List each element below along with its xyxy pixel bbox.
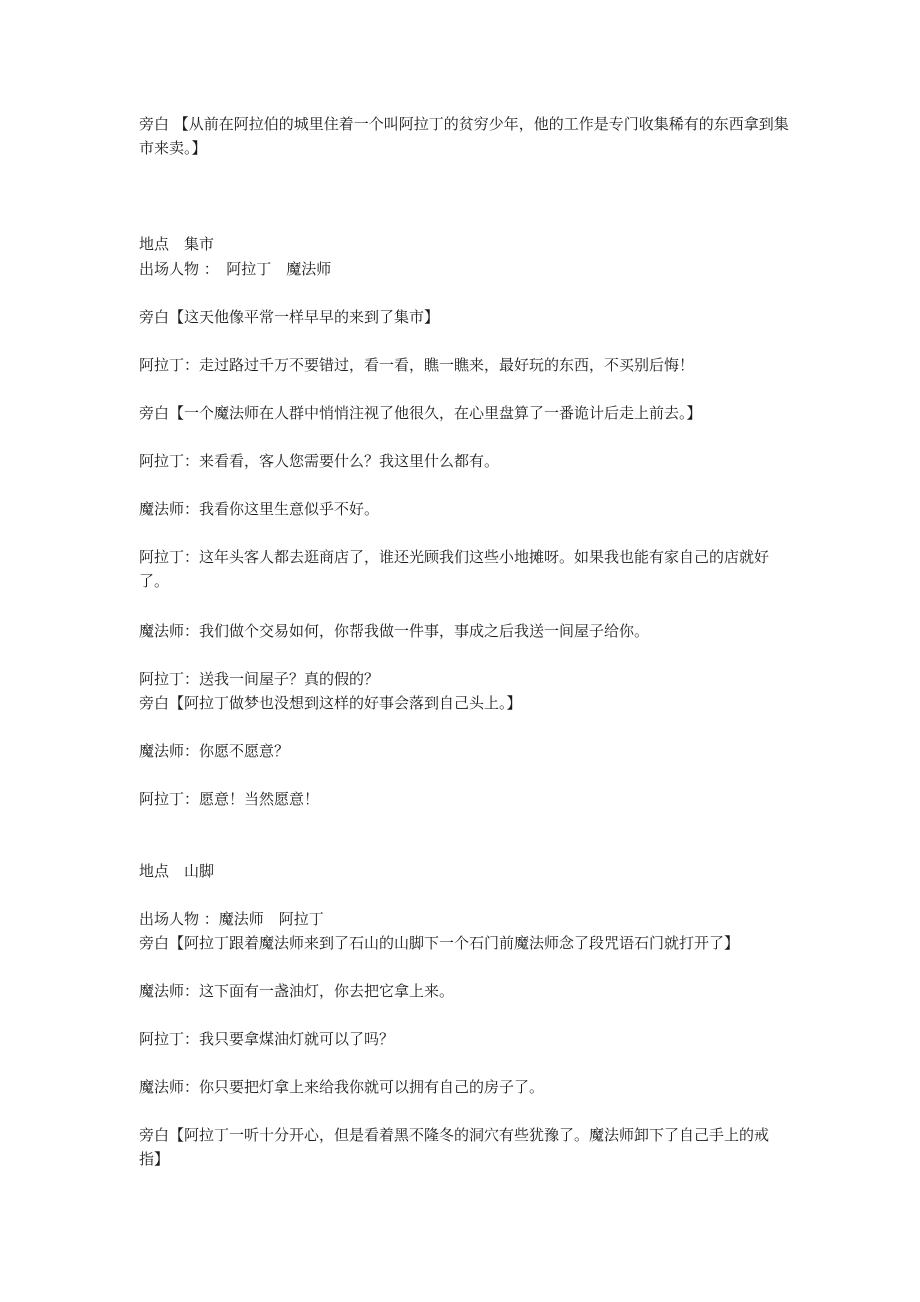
- script-line: 旁白【阿拉丁一听十分开心，但是看着黑不隆冬的洞穴有些犹豫了。魔法师卸下了自己手上的戒指】: [139, 1126, 770, 1168]
- script-line: 阿拉丁：这年头客人都去逛商店了，谁还光顾我们这些小地摊呀。如果我也能有家自己的店就好了。: [139, 548, 770, 590]
- script-line: 魔法师：你愿不愿意？: [139, 742, 290, 760]
- script-line: 阿拉丁：送我一间屋子？真的假的？: [139, 670, 380, 688]
- script-line: 旁白【这天他像平常一样早早的来到了集市】: [139, 308, 440, 326]
- script-line: 阿拉丁：我只要拿煤油灯就可以了吗？: [139, 1030, 395, 1048]
- scene-1-location: 地点 集市: [139, 235, 215, 253]
- script-line: 旁白【一个魔法师在人群中悄悄注视了他很久，在心里盘算了一番诡计后走上前去。】: [139, 404, 702, 422]
- narration-intro: 旁白 【从前在阿拉伯的城里住着一个叫阿拉丁的贫穷少年，他的工作是专门收集稀有的东西拿到集市来卖。】: [139, 115, 789, 157]
- script-line: 魔法师：你只要把灯拿上来给我你就可以拥有自己的房子了。: [139, 1078, 545, 1096]
- script-line: 旁白【阿拉丁跟着魔法师来到了石山的山脚下一个石门前魔法师念了段咒语石门就打开了】: [139, 934, 740, 952]
- script-line: 魔法师：这下面有一盏油灯，你去把它拿上来。: [139, 982, 455, 1000]
- script-line: 旁白【阿拉丁做梦也没想到这样的好事会落到自己头上。】: [139, 694, 522, 712]
- script-line: 魔法师：我看你这里生意似乎不好。: [139, 500, 380, 518]
- script-line: 阿拉丁：走过路过千万不要错过，看一看，瞧一瞧来，最好玩的东西，不买别后悔！: [139, 356, 695, 374]
- script-line: 魔法师：我们做个交易如何，你帮我做一件事，事成之后我送一间屋子给你。: [139, 622, 650, 640]
- script-line: 阿拉丁：来看看，客人您需要什么？我这里什么都有。: [139, 452, 500, 470]
- scene-2-characters: 出场人物 ：魔法师 阿拉丁: [139, 910, 324, 928]
- scene-2-location: 地点 山脚: [139, 862, 215, 880]
- script-line: 阿拉丁：愿意！当然愿意！: [139, 790, 320, 808]
- scene-1-characters: 出场人物 ： 阿拉丁 魔法师: [139, 260, 332, 278]
